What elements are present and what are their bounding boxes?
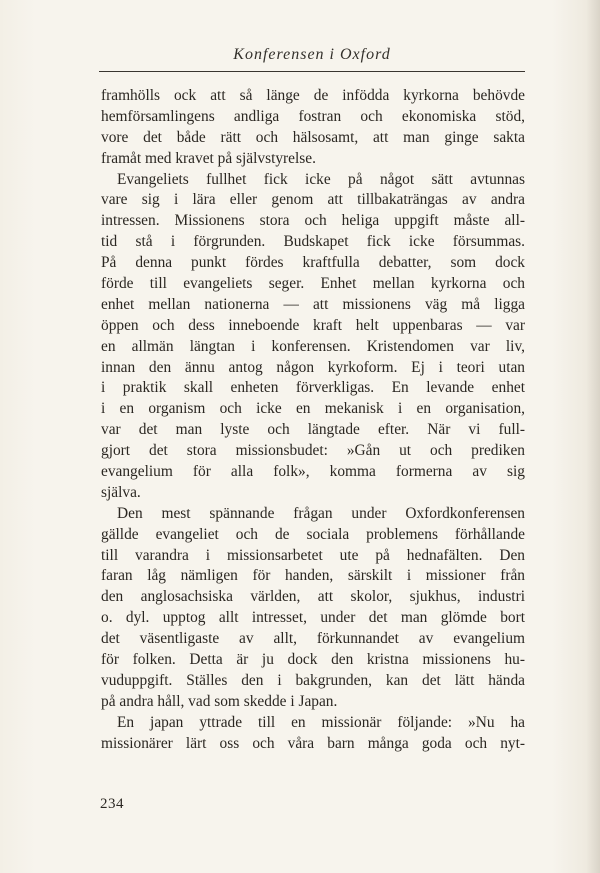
text-line: intressen. Missionens stora och heliga uppgift måste all- [101, 212, 525, 230]
text-line: den anglosachsiska världen, att skolor, sjukhus, industri [101, 588, 525, 606]
text-line: gällde evangeliet och de sociala problemens förhållande [101, 525, 525, 543]
text-line: till varandra i missionsarbetet ute på hednafälten. Den [101, 546, 525, 564]
text-line: på andra håll, vad som skedde i Japan. [101, 692, 338, 710]
text-line: På denna punkt fördes kraftfulla debatter, som dock [101, 254, 525, 272]
text-line: faran låg nämligen för handen, särskilt i missioner från [101, 567, 525, 585]
page-number: 234 [100, 796, 124, 812]
text-line: i praktik skall enheten förverkligas. En levande enhet [101, 379, 525, 397]
text-line: vare sig i lära eller genom att tillbakaträngas av andra [101, 191, 525, 209]
header-rule [99, 71, 525, 72]
text-line: var det man lyste och längtade efter. När vi full- [101, 421, 525, 439]
body-text [101, 86, 525, 755]
text-line: gjort det stora missionsbudet: »Gån ut och prediken [101, 442, 525, 460]
text-line: i en organism och icke en mekanisk i en organisation, [101, 400, 525, 418]
text-line: evangelium för alla folk», komma formerna av sig [101, 463, 525, 481]
text-line: En japan yttrade till en missionär följande: »Nu ha [117, 713, 525, 731]
text-line: förde till evangeliets seger. Enhet mellan kyrkorna och [101, 275, 525, 293]
text-line: själva. [101, 483, 141, 501]
text-line: Den mest spännande frågan under Oxfordkonferensen [117, 504, 525, 522]
text-line: innan den ännu antog någon kyrkoform. Ej i teori utan [101, 358, 525, 376]
text-line: för folken. Detta är ju dock den kristna missionens hu- [101, 651, 525, 669]
text-line: vuduppgift. Ställes den i bakgrunden, kan det lätt hända [101, 671, 525, 689]
text-line: hemförsamlingens andliga fostran och ekonomiska stöd, [101, 107, 525, 125]
text-line: o. dyl. upptog allt intresset, under det man glömde bort [101, 609, 525, 627]
text-line: vore det både rätt och hälsosamt, att man ginge sakta [101, 128, 525, 146]
text-line: framhölls ock att så länge de infödda kyrkorna behövde [101, 87, 525, 104]
text-line: enhet mellan nationerna — att missionens väg må ligga [101, 295, 525, 313]
text-line: missionärer lärt oss och våra barn många goda och nyt- [101, 734, 525, 752]
text-line: det väsentligaste av allt, förkunnandet av evangelium [101, 630, 525, 648]
text-line: tid stå i förgrunden. Budskapet fick icke försummas. [101, 233, 525, 251]
text-line: en allmän längtan i konferensen. Kristendomen var liv, [101, 337, 525, 355]
page-gutter-shadow [586, 0, 600, 873]
text-line: Evangeliets fullhet fick icke på något sätt avtunnas [117, 170, 525, 188]
text-line: öppen och dess inneboende kraft helt uppenbaras — var [101, 316, 525, 334]
text-line: framåt med kravet på självstyrelse. [101, 149, 316, 167]
running-title: Konferensen i Oxford [233, 46, 391, 63]
